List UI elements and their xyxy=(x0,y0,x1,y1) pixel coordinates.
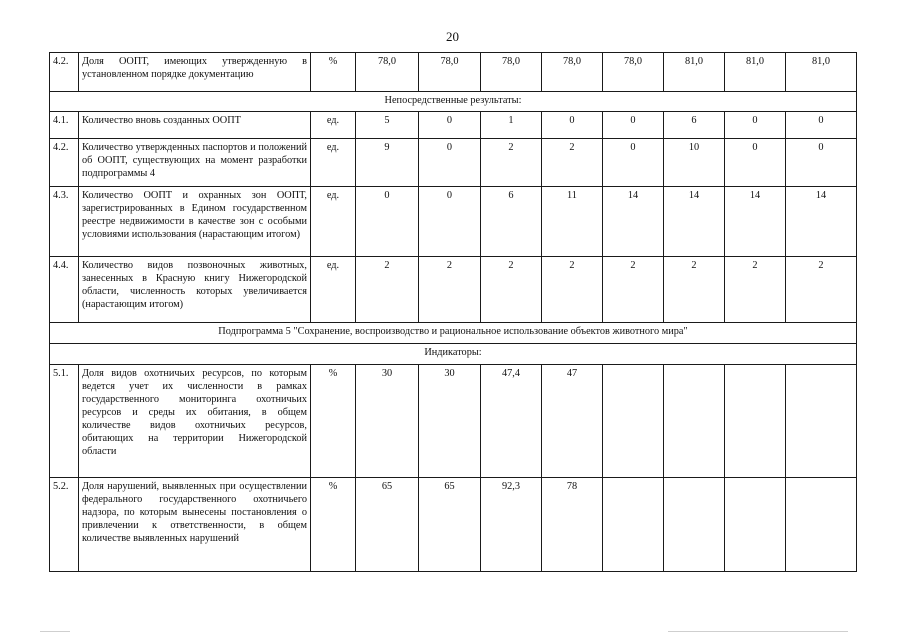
value-cell: 14 xyxy=(725,187,786,257)
value-cell: 2 xyxy=(603,257,664,323)
value-cell xyxy=(603,365,664,478)
section-header-row xyxy=(50,323,857,344)
value-cell: 0 xyxy=(356,187,419,257)
value-cell: 0 xyxy=(786,139,857,187)
table-row xyxy=(50,478,857,572)
indicator-name: Количество видов позвоночных животных, занесенных в Красную книгу Нижегородской области, численность которых увеличивается (нарастающим итогом) xyxy=(79,257,311,323)
value-cell: 6 xyxy=(481,187,542,257)
indicator-name: Количество вновь созданных ООПТ xyxy=(79,112,311,139)
table-row xyxy=(50,112,857,139)
value-cell: 81,0 xyxy=(664,53,725,92)
value-cell: 0 xyxy=(419,187,481,257)
value-cell: 78,0 xyxy=(419,53,481,92)
value-cell xyxy=(664,478,725,572)
value-cell: 0 xyxy=(725,139,786,187)
value-cell: 65 xyxy=(356,478,419,572)
value-cell: 0 xyxy=(786,112,857,139)
value-cell: 10 xyxy=(664,139,725,187)
row-number: 5.2. xyxy=(50,478,79,572)
unit-cell: ед. xyxy=(311,257,356,323)
value-cell: 5 xyxy=(356,112,419,139)
section-header: Индикаторы: xyxy=(50,344,857,365)
value-cell: 2 xyxy=(481,139,542,187)
value-cell: 78,0 xyxy=(542,53,603,92)
row-number: 4.1. xyxy=(50,112,79,139)
value-cell: 0 xyxy=(419,112,481,139)
page-number: 20 xyxy=(446,29,459,44)
table-row xyxy=(50,53,857,92)
value-cell: 81,0 xyxy=(725,53,786,92)
value-cell: 0 xyxy=(603,112,664,139)
value-cell xyxy=(786,365,857,478)
table-row xyxy=(50,257,857,323)
row-number: 4.3. xyxy=(50,187,79,257)
unit-cell: % xyxy=(311,365,356,478)
scan-artifact-line xyxy=(40,631,70,632)
value-cell: 2 xyxy=(664,257,725,323)
unit-cell: ед. xyxy=(311,139,356,187)
row-number: 4.4. xyxy=(50,257,79,323)
table-row xyxy=(50,365,857,478)
table-row xyxy=(50,187,857,257)
value-cell: 1 xyxy=(481,112,542,139)
value-cell: 47 xyxy=(542,365,603,478)
value-cell: 14 xyxy=(664,187,725,257)
value-cell: 65 xyxy=(419,478,481,572)
value-cell: 30 xyxy=(356,365,419,478)
indicator-name: Количество утвержденных паспортов и положений об ООПТ, существующих на момент разработки подпрограммы 4 xyxy=(79,139,311,187)
value-cell: 0 xyxy=(725,112,786,139)
section-header: Подпрограмма 5 "Сохранение, воспроизводство и рациональное использование объектов животного мира" xyxy=(50,323,857,344)
value-cell: 9 xyxy=(356,139,419,187)
row-number: 4.2. xyxy=(50,139,79,187)
value-cell: 30 xyxy=(419,365,481,478)
value-cell: 78,0 xyxy=(356,53,419,92)
value-cell: 11 xyxy=(542,187,603,257)
section-header-row xyxy=(50,92,857,112)
value-cell: 2 xyxy=(481,257,542,323)
value-cell: 0 xyxy=(603,139,664,187)
indicator-name: Доля нарушений, выявленных при осуществлении федерального государственного охотничьего надзора, по которым вынесены постановления о привлечении к ответственности, в общем количестве выявленных нарушений xyxy=(79,478,311,572)
value-cell: 0 xyxy=(419,139,481,187)
value-cell: 78 xyxy=(542,478,603,572)
value-cell xyxy=(603,478,664,572)
section-header: Непосредственные результаты: xyxy=(50,92,857,112)
indicators-table xyxy=(49,52,857,572)
unit-cell: ед. xyxy=(311,112,356,139)
value-cell xyxy=(786,478,857,572)
indicator-name: Доля ООПТ, имеющих утвержденную в установленном порядке документацию xyxy=(79,53,311,92)
value-cell xyxy=(725,365,786,478)
value-cell: 2 xyxy=(725,257,786,323)
value-cell xyxy=(664,365,725,478)
value-cell: 0 xyxy=(542,112,603,139)
value-cell: 78,0 xyxy=(481,53,542,92)
indicator-name: Доля видов охотничьих ресурсов, по которым ведется учет их численности в рамках государственного мониторинга охотничьих ресурсов и среды их обитания, в общем количестве видов охотничьих ресурсов, обитающих на территории Нижегородской области xyxy=(79,365,311,478)
row-number: 5.1. xyxy=(50,365,79,478)
value-cell: 6 xyxy=(664,112,725,139)
unit-cell: ед. xyxy=(311,187,356,257)
value-cell: 14 xyxy=(603,187,664,257)
scan-artifact-line xyxy=(668,631,848,632)
value-cell: 2 xyxy=(542,139,603,187)
value-cell: 2 xyxy=(542,257,603,323)
value-cell: 78,0 xyxy=(603,53,664,92)
row-number: 4.2. xyxy=(50,53,79,92)
value-cell xyxy=(725,478,786,572)
unit-cell: % xyxy=(311,53,356,92)
table-row xyxy=(50,139,857,187)
section-header-row xyxy=(50,344,857,365)
unit-cell: % xyxy=(311,478,356,572)
value-cell: 81,0 xyxy=(786,53,857,92)
value-cell: 92,3 xyxy=(481,478,542,572)
value-cell: 2 xyxy=(356,257,419,323)
value-cell: 2 xyxy=(419,257,481,323)
value-cell: 47,4 xyxy=(481,365,542,478)
value-cell: 14 xyxy=(786,187,857,257)
value-cell: 2 xyxy=(786,257,857,323)
indicator-name: Количество ООПТ и охранных зон ООПТ, зарегистрированных в Едином государственном реестре недвижимости в качестве зон с особыми условиями использования (нарастающим итогом) xyxy=(79,187,311,257)
